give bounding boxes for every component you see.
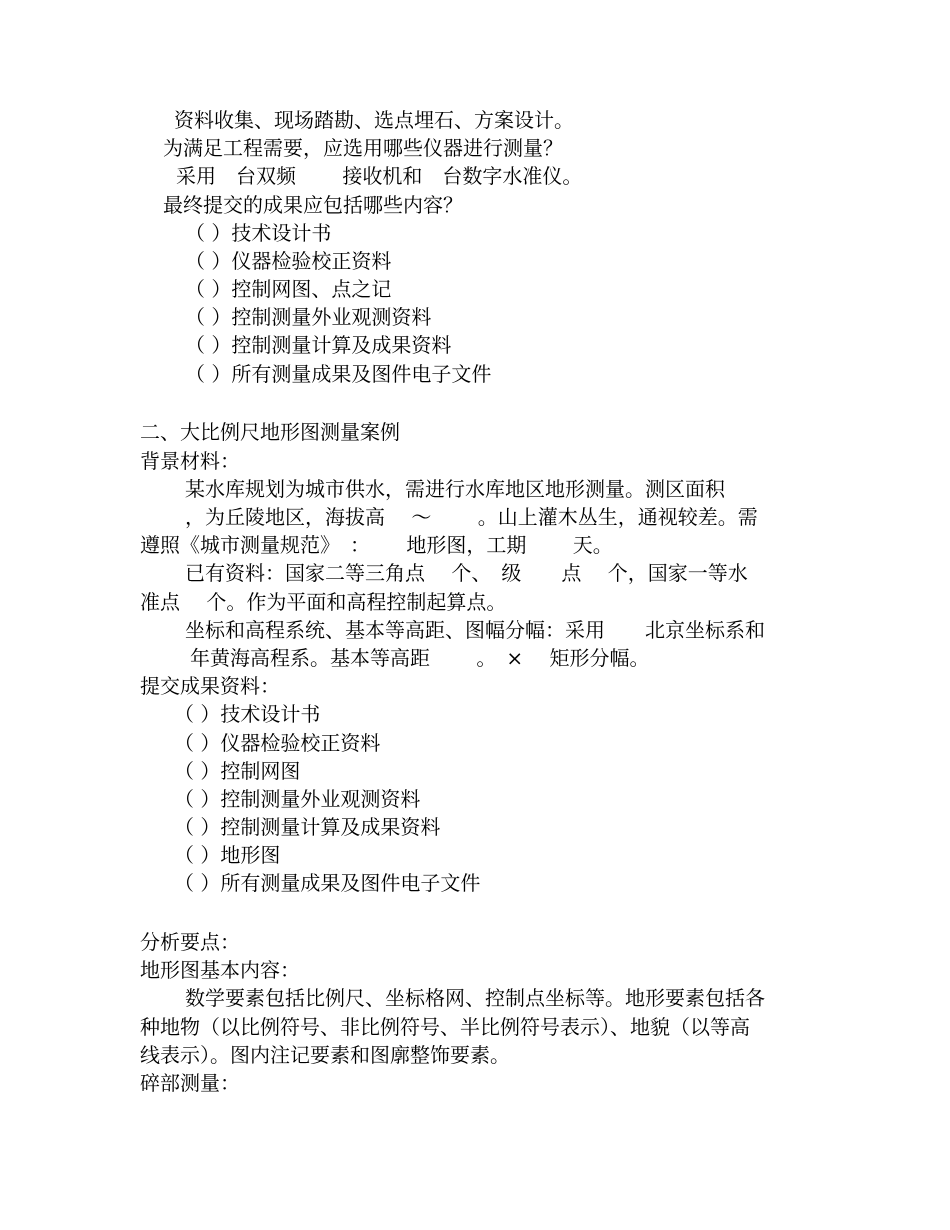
- topo-label: 地形图基本内容：: [140, 958, 300, 982]
- submit-item: （ ）控制测量计算及成果资料: [174, 815, 441, 839]
- submit-item: （ ）仪器检验校正资料: [174, 731, 381, 755]
- bg-para1-line: ，为丘陵地区，海拔高 ～ 。山上灌木丛生，通视较差。需: [185, 505, 758, 529]
- topo-para-line: 种地物（以比例符号、非比例符号、半比例符号表示）、地貌（以等高: [140, 1015, 750, 1039]
- submit-item: （ ）地形图: [174, 843, 281, 867]
- result-item: （ ）控制测量外业观测资料: [185, 305, 432, 329]
- result-item: （ ）控制网图、点之记: [185, 277, 392, 301]
- submit-item: （ ）技术设计书: [174, 702, 321, 726]
- submit-label: 提交成果资料：: [140, 674, 280, 698]
- bg-para2-line: 准点 个。作为平面和高程控制起算点。: [140, 590, 507, 614]
- background-label: 背景材料：: [140, 449, 240, 473]
- result-item: （ ）技术设计书: [185, 221, 332, 245]
- topo-para-line: 数学要素包括比例尺、坐标格网、控制点坐标等。地形要素包括各: [185, 986, 765, 1010]
- bg-para1-line: 某水库规划为城市供水，需进行水库地区地形测量。测区面积: [185, 477, 725, 501]
- result-item: （ ）控制测量计算及成果资料: [185, 333, 452, 357]
- result-item: （ ）所有测量成果及图件电子文件: [185, 362, 492, 386]
- prep-steps-line: 资料收集、现场踏勘、选点埋石、方案设计。: [174, 108, 574, 132]
- bg-para2-line: 已有资料：国家二等三角点 个、 级 点 个，国家一等水: [185, 561, 748, 585]
- detail-label: 碎部测量：: [140, 1071, 240, 1095]
- submit-item: （ ）所有测量成果及图件电子文件: [174, 871, 481, 895]
- topo-para-line: 线表示）。图内注记要素和图廓整饰要素。: [140, 1043, 510, 1067]
- bg-para3-line: 坐标和高程系统、基本等高距、图幅分幅：采用 北京坐标系和: [185, 618, 765, 642]
- analysis-label: 分析要点：: [140, 930, 240, 954]
- submit-item: （ ）控制测量外业观测资料: [174, 787, 421, 811]
- instruments-answer: 采用 台双频 接收机和 台数字水准仪。: [176, 164, 583, 188]
- section-title: 二、大比例尺地形图测量案例: [140, 420, 400, 444]
- submit-item: （ ）控制网图: [174, 759, 301, 783]
- result-item: （ ）仪器检验校正资料: [185, 249, 392, 273]
- results-question: 最终提交的成果应包括哪些内容？: [163, 193, 463, 217]
- bg-para3-line: 年黄海高程系。基本等高距 。 × 矩形分幅。: [190, 646, 650, 670]
- instruments-question: 为满足工程需要，应选用哪些仪器进行测量？: [163, 136, 563, 160]
- bg-para1-line: 遵照《城市测量规范》 ： 地形图，工期 天。: [140, 533, 613, 557]
